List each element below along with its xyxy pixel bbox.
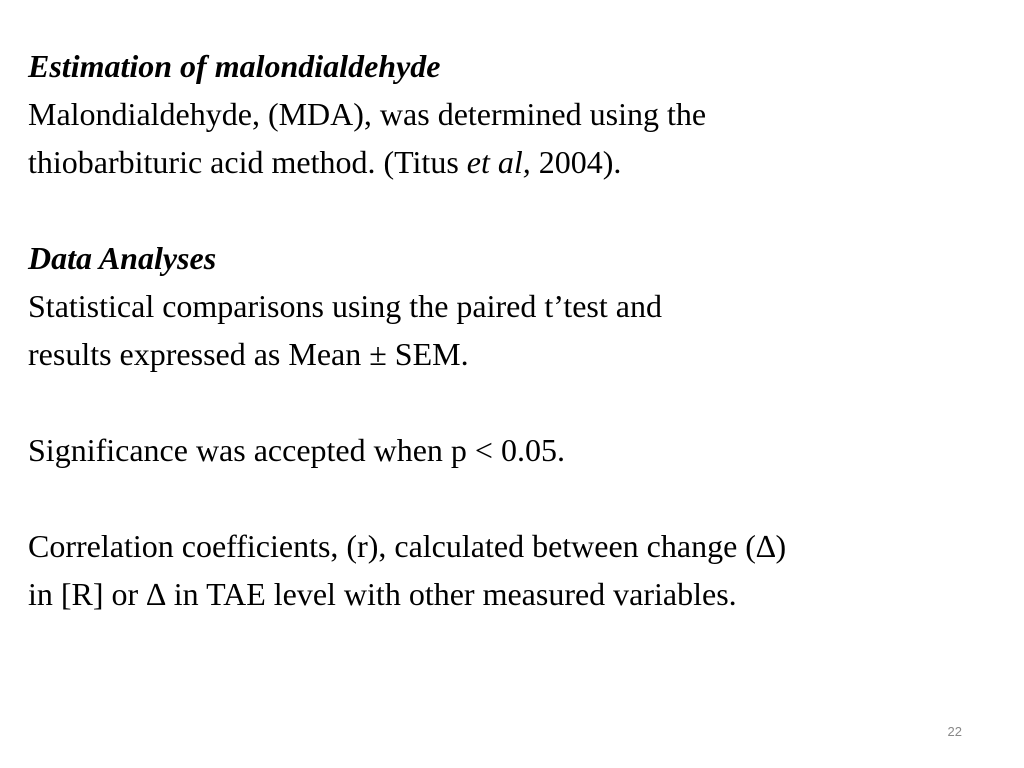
slide-page-number: 22 bbox=[947, 724, 962, 739]
significance-line: Significance was accepted when p < 0.05. bbox=[28, 432, 565, 468]
citation-et-al: et al, bbox=[466, 144, 531, 180]
heading-mda-estimation: Estimation of malondialdehyde bbox=[28, 48, 441, 84]
heading-data-analyses: Data Analyses bbox=[28, 240, 217, 276]
mda-method-line-2 bbox=[28, 138, 998, 186]
statistics-line-1: Statistical comparisons using the paired t’test and bbox=[28, 288, 662, 324]
mda-method-line-1: Malondialdehyde, (MDA), was determined using the bbox=[28, 96, 707, 132]
spacer bbox=[28, 186, 998, 234]
slide-body bbox=[28, 42, 998, 618]
citation-year: 2004). bbox=[530, 144, 622, 180]
spacer bbox=[28, 474, 998, 522]
correlation-line-1: Correlation coefficients, (r), calculated between change (∆) bbox=[28, 528, 787, 564]
correlation-line-2: in [R] or ∆ in TAE level with other measured variables. bbox=[28, 576, 737, 612]
mda-method-text: thiobarbituric acid method. (Titus bbox=[28, 144, 467, 180]
spacer bbox=[28, 378, 998, 426]
statistics-line-2: results expressed as Mean ± SEM. bbox=[28, 336, 469, 372]
